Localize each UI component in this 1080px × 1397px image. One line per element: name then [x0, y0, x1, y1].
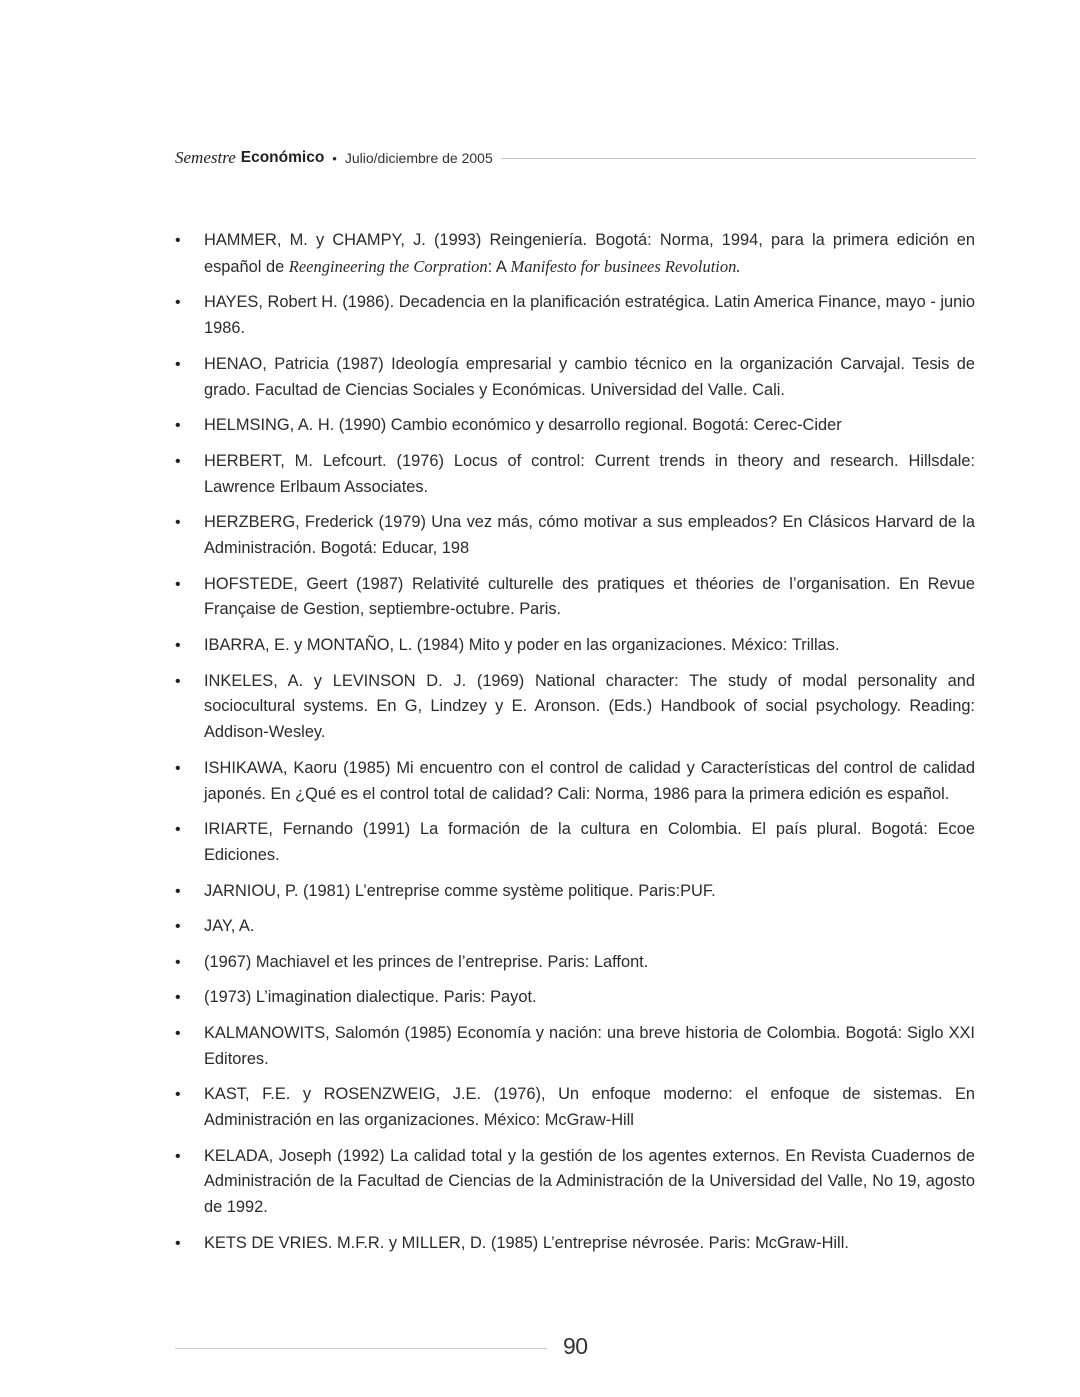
- footer-rule: [175, 1348, 547, 1349]
- reference-text: HELMSING, A. H. (1990) Cambio económico y desarrollo regional. Bogotá: Cerec-Cider: [204, 416, 842, 435]
- reference-text: JARNIOU, P. (1981) L’entreprise comme système politique. Paris:PUF.: [204, 881, 716, 900]
- reference-text: JAY, A.: [204, 917, 255, 936]
- bullet-marker: •: [175, 232, 181, 249]
- reference-text: KAST, F.E. y ROSENZWEIG, J.E. (1976), Un enfoque moderno: el enfoque de sistemas. En Administración en las organizaciones. México: McGraw-Hill: [204, 1085, 975, 1130]
- reference-text: HOFSTEDE, Geert (1987) Relativité culturelle des pratiques et théories de l’organisation. En Revue Française de Gestion, septiembre-octubre. Paris.: [204, 574, 975, 619]
- reference-text: HENAO, Patricia (1987) Ideología empresarial y cambio técnico en la organización Carvajal. Tesis de grado. Facultad de Ciencias Sociales y Económicas. Universidad del Valle. Cali.: [204, 354, 975, 399]
- reference-text: (1973) L’imagination dialectique. Paris: Payot.: [204, 988, 537, 1007]
- header-separator: •: [332, 150, 337, 166]
- reference-item: [175, 1144, 975, 1221]
- bullet-marker: •: [175, 672, 181, 690]
- bullet-marker: •: [175, 1024, 181, 1042]
- reference-item: [175, 985, 975, 1011]
- reference-item: [175, 950, 975, 976]
- reference-text: IRIARTE, Fernando (1991) La formación de la cultura en Colombia. El país plural. Bogotá: Ecoe Ediciones.: [204, 820, 975, 864]
- bullet-marker: •: [175, 636, 181, 654]
- reference-item: [175, 572, 975, 624]
- reference-text: INKELES, A. y LEVINSON D. J. (1969) National character: The study of modal personality and sociocultural systems. En G, Lindzey y E. Aronson. (Eds.) Handbook of social psychology. Reading: Addison-Wesley.: [204, 671, 975, 742]
- reference-item: [175, 413, 975, 439]
- reference-item: [175, 633, 975, 659]
- reference-text: ISHIKAWA, Kaoru (1985) Mi encuentro con el control de calidad y Características del control de calidad japonés. En ¿Qué es el control total de calidad? Cali: Norma, 1986 para la primera edición es español.: [204, 758, 975, 803]
- reference-text: KELADA, Joseph (1992) La calidad total y la gestión de los agentes externos. En Revista Cuadernos de Administración de la Facultad de Ciencias de la Administración de la Universidad del Valle, No 19, agosto de 1992.: [204, 1146, 975, 1217]
- bullet-marker: •: [175, 989, 181, 1007]
- reference-item: [175, 510, 975, 562]
- reference-text: (1967) Machiavel et les princes de l’entreprise. Paris: Laffont.: [204, 952, 649, 971]
- bullet-marker: •: [175, 294, 181, 312]
- reference-item: [175, 879, 975, 905]
- bullet-marker: •: [175, 1086, 181, 1104]
- reference-text: HAYES, Robert H. (1986). Decadencia en la planificación estratégica. Latin America Finance, mayo - junio 1986.: [204, 293, 975, 338]
- reference-item: [175, 1021, 975, 1073]
- reference-text: KALMANOWITS, Salomón (1985) Economía y nación: una breve historia de Colombia. Bogotá: Siglo XXI Editores.: [204, 1023, 975, 1068]
- reference-list: [175, 228, 975, 1266]
- bullet-marker: •: [175, 452, 181, 470]
- reference-item: [175, 914, 975, 940]
- bullet-marker: •: [175, 1147, 181, 1165]
- reference-title-italic: Manifesto for businees Revolution.: [510, 256, 741, 276]
- reference-item: [175, 290, 975, 342]
- reference-item: [175, 817, 975, 869]
- journal-title-bold: Económico: [240, 149, 325, 166]
- reference-item: [175, 756, 975, 808]
- bullet-marker: •: [175, 1234, 181, 1252]
- header-rule: [501, 158, 976, 159]
- reference-text: HERBERT, M. Lefcourt. (1976) Locus of control: Current trends in theory and research. Hillsdale: Lawrence Erlbaum Associates.: [204, 451, 975, 496]
- bullet-marker: •: [175, 417, 181, 435]
- reference-text: : A: [487, 257, 511, 276]
- bullet-marker: •: [175, 759, 181, 777]
- reference-text: IBARRA, E. y MONTAÑO, L. (1984) Mito y poder en las organizaciones. México: Trillas.: [204, 635, 840, 654]
- bullet-marker: •: [175, 953, 181, 971]
- issue-date: Julio/diciembre de 2005: [344, 150, 493, 166]
- reference-item: [175, 228, 975, 281]
- bullet-marker: •: [175, 821, 181, 839]
- bullet-marker: •: [175, 355, 181, 373]
- bullet-marker: •: [175, 575, 181, 593]
- reference-item: [175, 1082, 975, 1134]
- running-header: [175, 148, 976, 168]
- bullet-marker: •: [175, 882, 181, 900]
- reference-item: [175, 1231, 975, 1257]
- reference-item: [175, 669, 975, 746]
- page-number: 90: [563, 1332, 588, 1359]
- reference-text: HAMMER, M. y CHAMPY, J. (1993) Reingeniería. Bogotá: Norma, 1994, para la primera edición en español de: [204, 231, 975, 276]
- bullet-marker: •: [175, 514, 181, 532]
- reference-item: [175, 352, 975, 404]
- page-footer: [175, 1330, 595, 1362]
- reference-text: KETS DE VRIES. M.F.R. y MILLER, D. (1985) L’entreprise névrosée. Paris: McGraw-Hill.: [204, 1233, 849, 1252]
- journal-title-italic: Semestre: [175, 148, 236, 167]
- bullet-marker: •: [175, 918, 181, 936]
- reference-title-italic: Reengineering the Corpration: [288, 256, 488, 276]
- reference-item: [175, 449, 975, 501]
- reference-text: HERZBERG, Frederick (1979) Una vez más, cómo motivar a sus empleados? En Clásicos Harvard de la Administración. Bogotá: Educar, 198: [204, 513, 975, 557]
